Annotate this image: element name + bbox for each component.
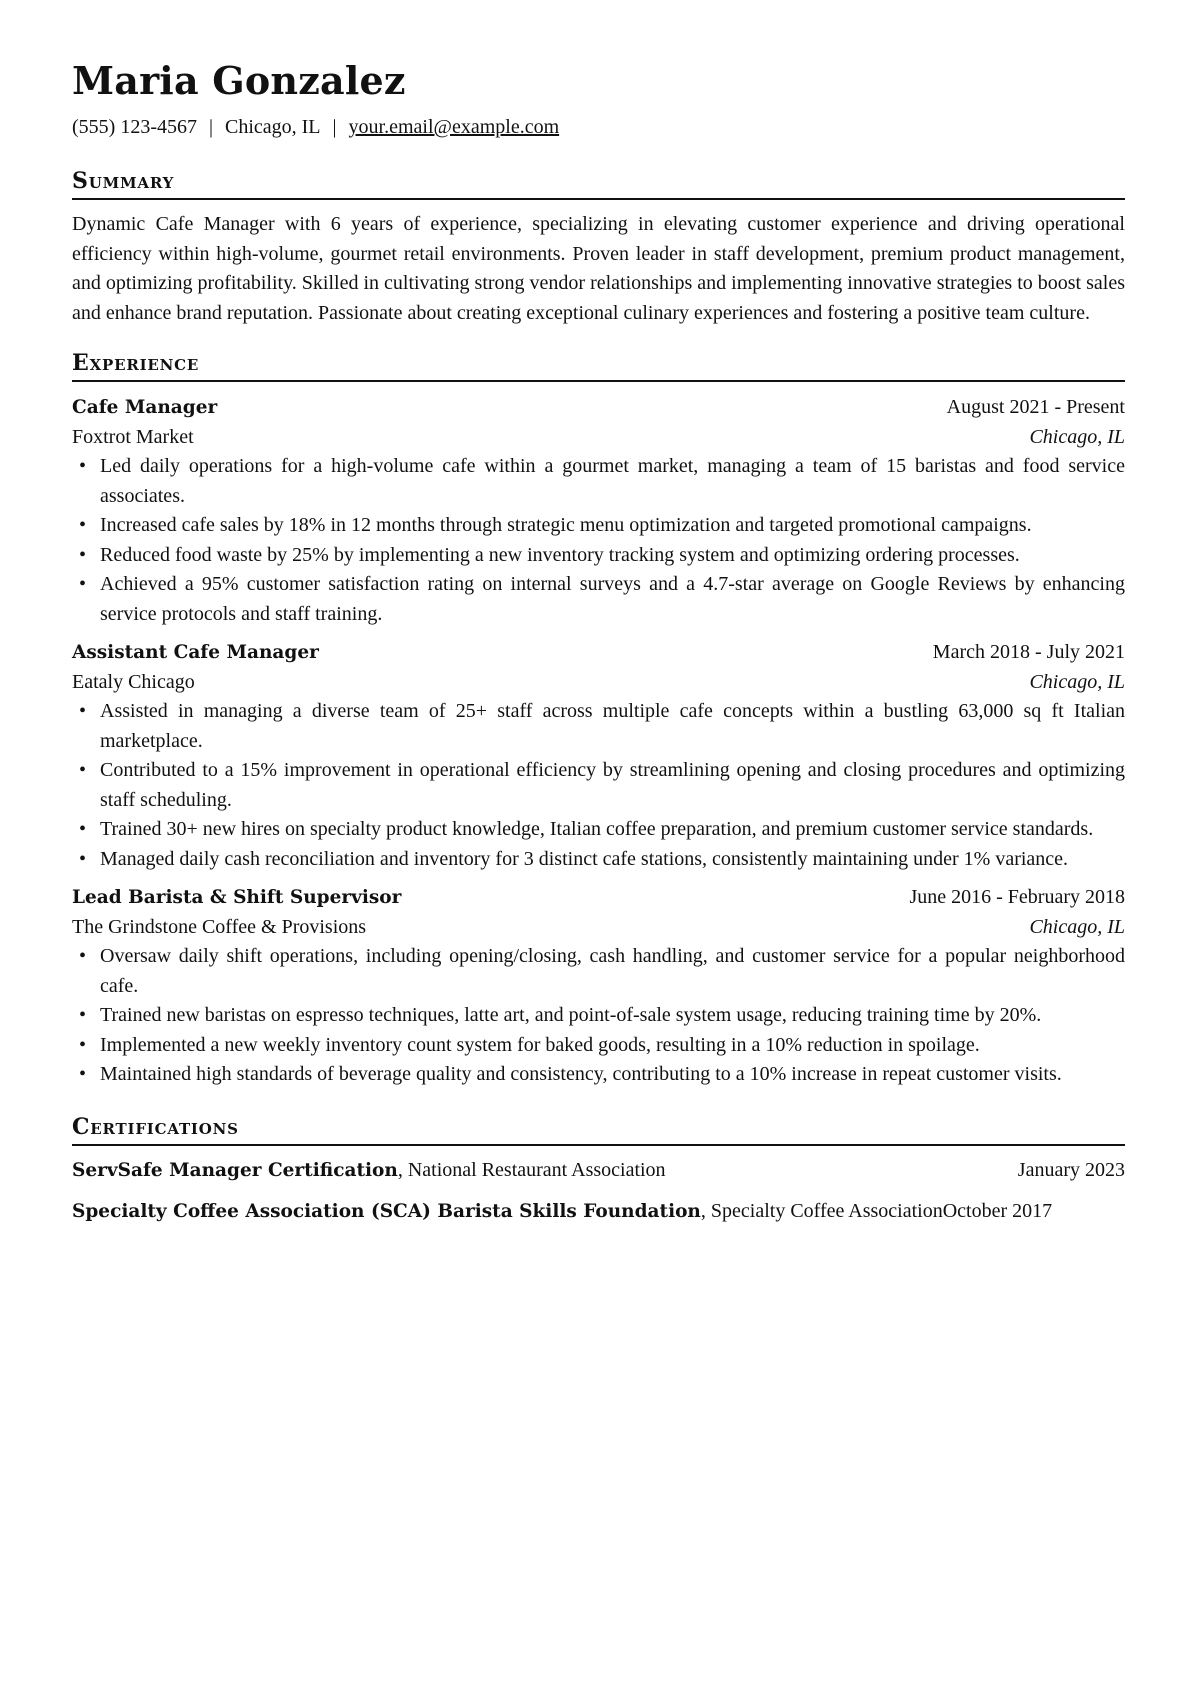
bullet-icon: • [79,455,87,477]
job-dates: June 2016 - February 2018 [909,886,1125,908]
certification-date: January 2023 [1017,1158,1125,1181]
bullet-text: Managed daily cash reconciliation and inventory for 3 distinct cafe stations, consistently maintaining under 1% variance. [100,847,1069,870]
bullet-item [72,570,1125,629]
bullet-icon: • [79,1033,87,1056]
bullet-text: Trained new baristas on espresso techniques, latte art, and point-of-sale system usage, reducing training time by 20%. [100,1004,1042,1026]
email-link[interactable]: your.email@example.com [348,116,560,138]
bullet-item [72,1060,1125,1090]
certification-issuer: , National Restaurant Association [397,1158,666,1181]
section-divider [72,198,1125,200]
bullet-icon: • [79,1004,87,1026]
job-title: Lead Barista & Shift Supervisor [72,887,402,908]
certification-entry [72,1197,1125,1227]
job-entry [72,638,1125,874]
certification-main [72,1156,666,1186]
bullet-icon: • [79,945,87,967]
summary-heading: Summary [72,168,175,194]
bullet-text: Contributed to a 15% improvement in operational efficiency by streamlining opening and closing procedures and optimizing staff scheduling. [100,759,1125,811]
summary-text: Dynamic Cafe Manager with 6 years of experience, specializing in elevating customer experience and driving operational efficiency within high-volume, gourmet retail environments. Proven leader in staff development, premium product management, and optimizing profitability. Skilled in cultivating strong vendor relationships and implementing innovative strategies to boost sales and enhance brand reputation. Passionate about creating exceptional culinary experiences and fostering a positive team culture. [72,213,1125,324]
contact-separator: | [332,116,337,138]
bullet-text: Increased cafe sales by 18% in 12 months through strategic menu optimization and targeted promotional campaigns. [100,514,1032,536]
bullet-item [72,541,1125,571]
bullet-item [72,697,1125,756]
contact-separator: | [208,116,213,138]
bullet-text: Implemented a new weekly inventory count system for baked goods, resulting in a 10% reduction in spoilage. [100,1033,980,1056]
job-bullets [72,942,1125,1090]
section-divider [72,1144,1125,1146]
bullet-text: Oversaw daily shift operations, including opening/closing, cash handling, and customer service for a popular neighborhood cafe. [100,945,1125,997]
bullet-icon: • [79,847,87,870]
bullet-item [72,942,1125,1001]
bullet-item [72,452,1125,511]
bullet-item [72,1001,1125,1031]
bullet-item [72,511,1125,541]
phone-number: (555) 123-4567 [72,116,197,138]
certification-entry [72,1156,1125,1186]
bullet-text: Led daily operations for a high-volume cafe within a gourmet market, managing a team of 15 baristas and food service associates. [100,455,1125,507]
bullet-icon: • [79,573,87,595]
bullet-icon: • [79,543,87,566]
certification-name: Specialty Coffee Association (SCA) Barista Skills Foundation [72,1201,701,1222]
job-dates: March 2018 - July 2021 [932,641,1125,663]
bullet-text: Trained 30+ new hires on specialty product knowledge, Italian coffee preparation, and premium customer service standards. [100,818,1094,840]
job-location: Chicago, IL [1029,915,1125,938]
job-bullets [72,697,1125,874]
bullet-icon: • [79,818,87,840]
bullet-text: Maintained high standards of beverage quality and consistency, contributing to a 10% increase in repeat customer visits. [100,1063,1062,1085]
bullet-text: Assisted in managing a diverse team of 25+ staff across multiple cafe concepts within a bustling 63,000 sq ft Italian marketplace. [100,700,1125,752]
bullet-icon: • [79,1063,87,1085]
resume-page [72,56,1125,1227]
bullet-icon: • [79,700,87,722]
job-title: Assistant Cafe Manager [72,642,319,663]
job-location: Chicago, IL [1029,425,1125,448]
certification-name: ServSafe Manager Certification [72,1159,398,1181]
bullet-text: Achieved a 95% customer satisfaction rating on internal surveys and a 4.7-star average on Google Reviews by enhancing service protocols and staff training. [100,573,1125,625]
bullet-item [72,845,1125,875]
contact-location: Chicago, IL [225,116,321,138]
company-name: Foxtrot Market [72,425,194,448]
certification-date: October 2017 [942,1200,1053,1222]
section-divider [72,380,1125,382]
bullet-item [72,756,1125,815]
experience-heading: Experience [72,350,200,376]
job-title: Cafe Manager [72,397,218,418]
bullet-icon: • [79,759,87,781]
job-bullets [72,452,1125,629]
bullet-item [72,1031,1125,1061]
job-entry [72,883,1125,1090]
bullet-item [72,815,1125,845]
certifications-heading: Certifications [72,1113,239,1140]
job-location: Chicago, IL [1029,670,1125,693]
candidate-name: Maria Gonzalez [72,58,406,103]
certification-issuer: , Specialty Coffee Association [700,1200,943,1222]
company-name: Eataly Chicago [72,670,195,693]
bullet-icon: • [79,514,87,536]
company-name: The Grindstone Coffee & Provisions [72,915,367,938]
contact-line [72,114,1125,140]
job-entry [72,393,1125,629]
job-dates: August 2021 - Present [946,396,1125,418]
bullet-text: Reduced food waste by 25% by implementing a new inventory tracking system and optimizing ordering processes. [100,543,1020,566]
